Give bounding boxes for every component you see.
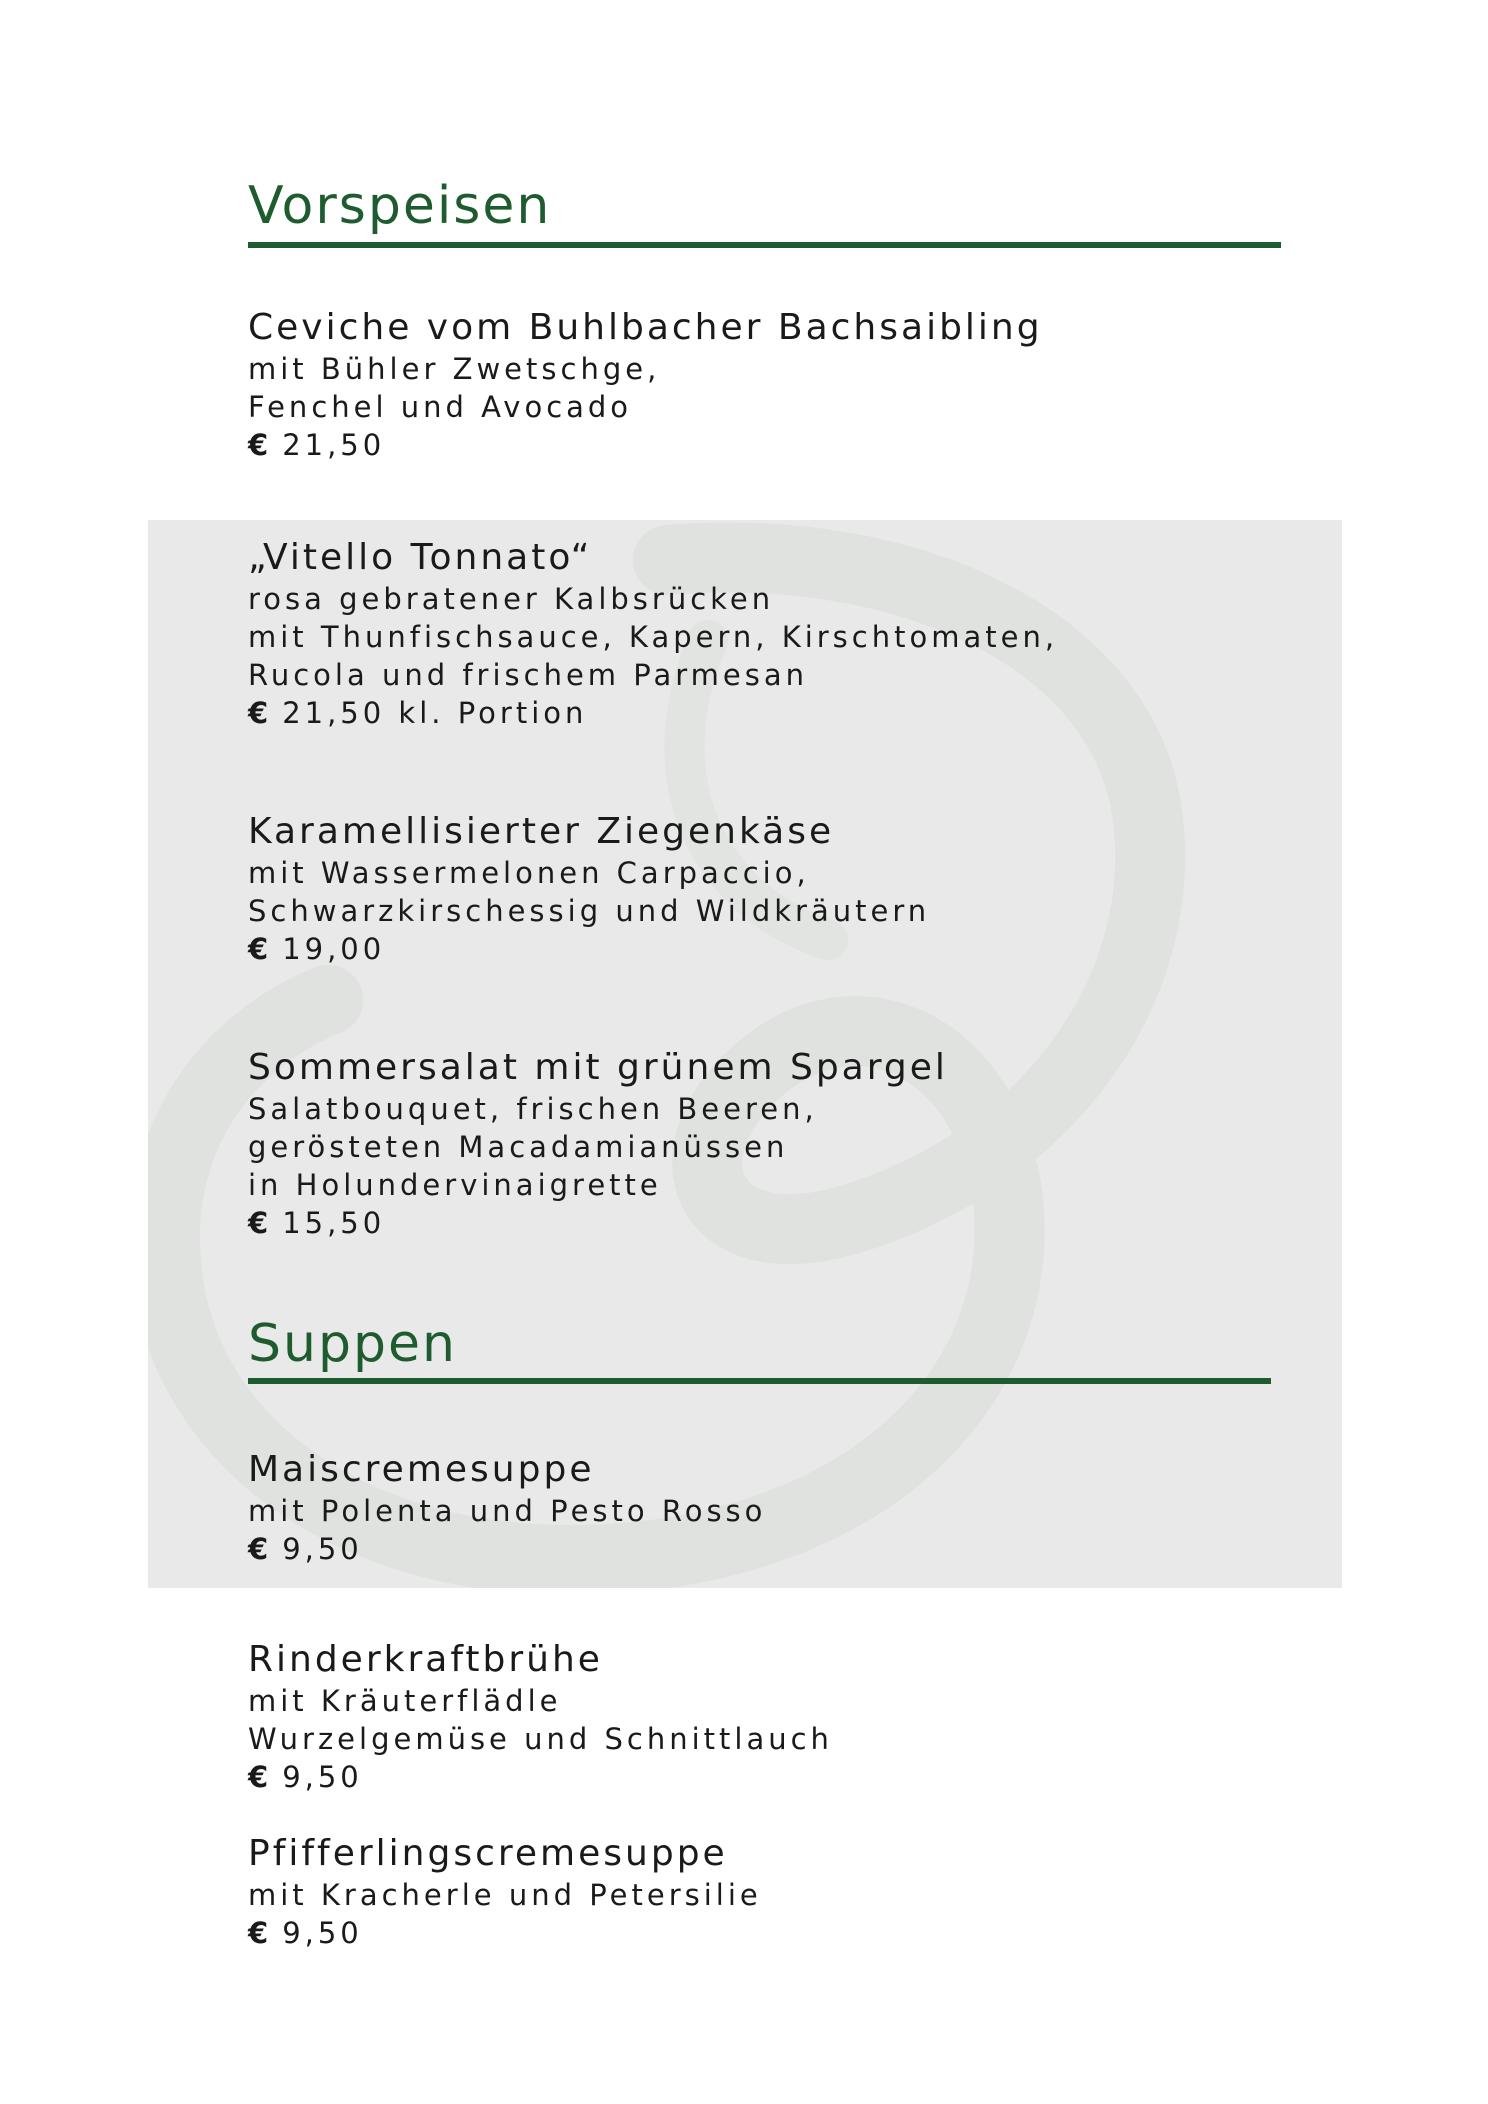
menu-item-price: € 21,50 kl. Portion bbox=[248, 696, 588, 730]
menu-item-description: Fenchel und Avocado bbox=[248, 390, 633, 424]
menu-item-description: gerösteten Macadamianüssen bbox=[248, 1130, 789, 1164]
menu-item bbox=[248, 812, 930, 968]
section-title-suppen: Suppen bbox=[248, 1314, 457, 1374]
menu-item bbox=[248, 308, 1043, 464]
menu-item-description: Salatbouquet, frischen Beeren, bbox=[248, 1092, 818, 1126]
menu-item-name: Sommersalat mit grünem Spargel bbox=[248, 1047, 948, 1088]
menu-item-name: Maiscremesuppe bbox=[248, 1449, 595, 1490]
menu-item bbox=[248, 1048, 948, 1242]
currency-symbol: € bbox=[248, 932, 269, 966]
menu-item-price: € 9,50 bbox=[248, 1532, 363, 1566]
menu-item-description: mit Wassermelonen Carpaccio, bbox=[248, 856, 810, 890]
currency-symbol: € bbox=[248, 1206, 269, 1240]
menu-item-description: in Holundervinaigrette bbox=[248, 1168, 662, 1202]
menu-item bbox=[248, 1450, 766, 1568]
menu-item-description: mit Thunfischsauce, Kapern, Kirschtomaten, bbox=[248, 620, 1059, 654]
section-divider bbox=[248, 1378, 1271, 1384]
menu-item-description: Rucola und frischem Parmesan bbox=[248, 658, 808, 692]
menu-item-description: mit Kräuterflädle bbox=[248, 1684, 562, 1718]
menu-item bbox=[248, 1640, 833, 1796]
currency-symbol: € bbox=[248, 1760, 269, 1794]
menu-item-price: € 19,00 bbox=[248, 932, 386, 966]
menu-item-description: mit Kracherle und Petersilie bbox=[248, 1878, 762, 1912]
currency-symbol: € bbox=[248, 428, 269, 462]
menu-item-name: Pfifferlingscremesuppe bbox=[248, 1833, 728, 1874]
menu-item bbox=[248, 1834, 762, 1952]
menu-item-name: Karamellisierter Ziegenkäse bbox=[248, 811, 835, 852]
currency-symbol: € bbox=[248, 1532, 269, 1566]
section-title-vorspeisen: Vorspeisen bbox=[248, 176, 552, 236]
menu-item-description: mit Bühler Zwetschge, bbox=[248, 352, 661, 386]
menu-item-description: Wurzelgemüse und Schnittlauch bbox=[248, 1722, 833, 1756]
currency-symbol: € bbox=[248, 696, 269, 730]
menu-item-price: € 21,50 bbox=[248, 428, 386, 462]
menu-item-description: mit Polenta und Pesto Rosso bbox=[248, 1494, 767, 1528]
menu-item-name: Rinderkraftbrühe bbox=[248, 1639, 603, 1680]
menu-item-description: Schwarzkirschessig und Wildkräutern bbox=[248, 894, 931, 928]
currency-symbol: € bbox=[248, 1916, 269, 1950]
section-divider bbox=[248, 242, 1281, 248]
menu-item bbox=[248, 538, 1058, 732]
menu-item-price: € 15,50 bbox=[248, 1206, 386, 1240]
menu-item-price: € 9,50 bbox=[248, 1760, 363, 1794]
menu-item-price: € 9,50 bbox=[248, 1916, 363, 1950]
menu-item-name: „Vitello Tonnato“ bbox=[248, 537, 593, 578]
menu-item-description: rosa gebratener Kalbsrücken bbox=[248, 582, 775, 616]
menu-item-name: Ceviche vom Buhlbacher Bachsaibling bbox=[248, 307, 1043, 348]
